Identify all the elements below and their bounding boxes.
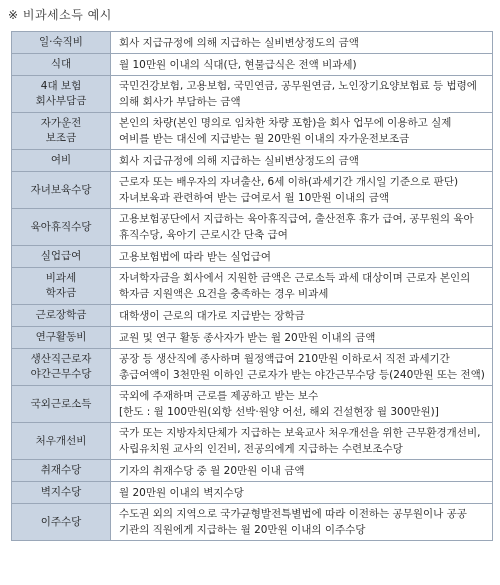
category-label: 육아휴직수당: [30, 220, 92, 233]
description-cell: [111, 150, 493, 172]
description-text: 자녀보육과 관련하여 받는 급여로서 월 10만원 이내의 금액: [119, 192, 390, 204]
category-label: 처우개선비: [35, 434, 87, 447]
table-row: [12, 349, 493, 386]
description-text: 학자금 지원액은 요건을 충족하는 경우 비과세: [119, 288, 329, 300]
category-cell: [12, 386, 111, 423]
table-row: [12, 54, 493, 76]
category-cell: [12, 327, 111, 349]
description-text: 휴직수당, 육아기 근로시간 단축 급여: [119, 229, 288, 241]
description-text: 근로자 또는 배우자의 자녀출산, 6세 이하(과세기간 개시일 기준으로 판단): [119, 176, 459, 188]
non-taxable-income-table: [11, 31, 493, 541]
category-cell: [12, 246, 111, 268]
category-label: 취재수당: [40, 464, 82, 476]
table-row: [12, 246, 493, 268]
category-cell: [12, 113, 111, 150]
table-row: [12, 172, 493, 209]
description-text: 사립유치원 교사의 인건비, 전공의에게 지급하는 수련보조수당: [119, 443, 403, 455]
table-row: [12, 113, 493, 150]
description-cell: [111, 482, 493, 504]
description-text: 교원 및 연구 활동 종사자가 받는 월 20만원 이내의 금액: [119, 331, 376, 344]
description-cell: [111, 268, 493, 305]
category-cell: [12, 268, 111, 305]
category-cell: [12, 32, 111, 54]
table-row: [12, 32, 493, 54]
description-text: 기자의 취재수당 중 월 20만원 이내 금액: [119, 464, 305, 477]
category-label: 야간근무수당: [30, 368, 92, 380]
page-title: ※ 비과세소득 예시: [8, 8, 112, 22]
category-label: 회사부담금: [35, 95, 87, 107]
table-row: [12, 327, 493, 349]
description-text: 고용보험법에 따라 받는 실업급여: [119, 250, 272, 263]
category-label: 이주수당: [40, 515, 82, 528]
description-cell: [111, 305, 493, 327]
description-cell: [111, 504, 493, 541]
description-cell: [111, 246, 493, 268]
description-text: 자녀학자금을 회사에서 지원한 금액은 근로소득 과세 대상이며 근로자 본인의: [119, 272, 471, 284]
table-row: [12, 460, 493, 482]
category-cell: [12, 76, 111, 113]
category-label: 학자금: [45, 287, 77, 299]
category-label: 자녀보육수당: [30, 183, 92, 196]
category-cell: [12, 460, 111, 482]
description-text: 국외에 주재하며 근로를 제공하고 받는 보수: [119, 390, 319, 402]
category-label: 4대 보험: [40, 80, 82, 92]
table-row: [12, 423, 493, 460]
description-cell: [111, 460, 493, 482]
category-cell: [12, 423, 111, 460]
category-label: 실업급여: [40, 250, 82, 262]
category-label: 보조금: [45, 132, 77, 144]
description-text: 국가 또는 지방자치단체가 지급하는 보육교사 처우개선을 위한 근무환경개선비,: [119, 427, 481, 439]
category-cell: [12, 349, 111, 386]
description-text: 의해 회사가 부담하는 금액: [119, 96, 241, 108]
description-text: 대학생이 근로의 대가로 지급받는 장학금: [119, 309, 305, 322]
description-text: [한도 : 월 100만원(외항 선박·원양 어선, 해외 건설현장 월 300만원)]: [119, 406, 439, 418]
category-cell: [12, 150, 111, 172]
table-row: [12, 305, 493, 327]
category-label: 식대: [50, 58, 72, 70]
category-label: 비과세: [45, 272, 77, 284]
description-text: 기관의 직원에게 지급하는 월 20만원 이내의 이주수당: [119, 524, 366, 536]
category-label: 연구활동비: [35, 331, 87, 343]
category-label: 벽지수당: [40, 486, 82, 498]
description-cell: [111, 423, 493, 460]
description-text: 월 20만원 이내의 벽지수당: [119, 486, 244, 499]
description-cell: [111, 349, 493, 386]
table-row: [12, 76, 493, 113]
description-cell: [111, 209, 493, 246]
category-label: 일·숙직비: [39, 36, 83, 48]
table-row: [12, 386, 493, 423]
table-body: [12, 32, 493, 541]
table-row: [12, 268, 493, 305]
description-cell: [111, 32, 493, 54]
category-cell: [12, 504, 111, 541]
description-cell: [111, 113, 493, 150]
category-label: 여비: [50, 154, 72, 166]
table-row: [12, 482, 493, 504]
description-cell: [111, 172, 493, 209]
category-cell: [12, 209, 111, 246]
description-text: 본인의 차량(본인 명의로 임차한 차량 포함)을 회사 업무에 이용하고 실제: [119, 117, 452, 129]
category-cell: [12, 482, 111, 504]
table-row: [12, 504, 493, 541]
description-text: 회사 지급규정에 의해 지급하는 실비변상정도의 금액: [119, 154, 359, 167]
description-text: 고용보험공단에서 지급하는 육아휴직급여, 출산전후 휴가 급여, 공무원의 육아: [119, 213, 474, 225]
description-text: 총급여액이 3천만원 이하인 근로자가 받는 야간근무수당 등(240만원 또는 전액): [119, 369, 485, 381]
category-cell: [12, 172, 111, 209]
category-label: 자가운전: [40, 117, 82, 129]
table-row: [12, 209, 493, 246]
description-cell: [111, 327, 493, 349]
category-label: 국외근로소득: [30, 397, 92, 410]
description-text: 공장 등 생산직에 종사하며 월정액급여 210만원 이하로서 직전 과세기간: [119, 353, 450, 365]
description-text: 국민건강보험, 고용보험, 국민연금, 공무원연금, 노인장기요양보험료 등 법령에: [119, 80, 477, 92]
description-text: 회사 지급규정에 의해 지급하는 실비변상정도의 금액: [119, 36, 359, 49]
description-cell: [111, 386, 493, 423]
category-cell: [12, 54, 111, 76]
description-text: 월 10만원 이내의 식대(단, 현물급식은 전액 비과세): [119, 58, 357, 71]
table-row: [12, 150, 493, 172]
category-cell: [12, 305, 111, 327]
description-cell: [111, 54, 493, 76]
category-label: 근로장학금: [35, 309, 87, 321]
description-text: 여비를 받는 대신에 지급받는 월 20만원 이내의 자가운전보조금: [119, 133, 410, 145]
category-label: 생산직근로자: [30, 353, 92, 365]
description-cell: [111, 76, 493, 113]
description-text: 수도권 외의 지역으로 국가균형발전특별법에 따라 이전하는 공무원이나 공공: [119, 508, 467, 520]
